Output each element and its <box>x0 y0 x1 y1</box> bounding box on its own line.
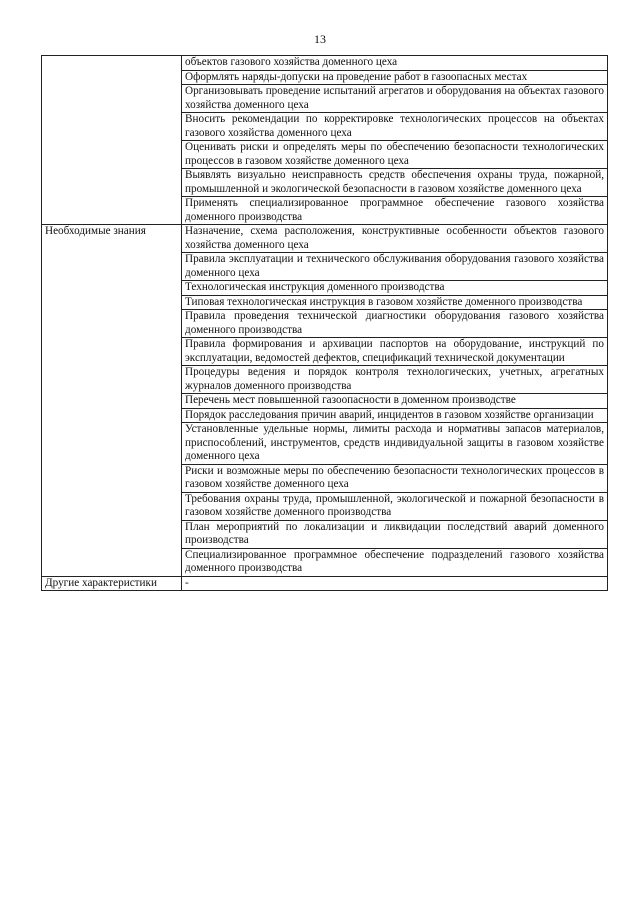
table-row <box>42 576 608 591</box>
table-row <box>42 225 608 253</box>
table-cell: Технологическая инструкция доменного производства <box>182 281 608 296</box>
table-cell: Вносить рекомендации по корректировке технологических процессов на объектах газового хозяйства доменного цеха <box>182 113 608 141</box>
table-cell: Организовывать проведение испытаний агрегатов и оборудования на объектах газового хозяйства доменного цеха <box>182 85 608 113</box>
table-cell: Типовая технологическая инструкция в газовом хозяйстве доменного производства <box>182 295 608 310</box>
table-cell: - <box>182 576 608 591</box>
table-cell: Риски и возможные меры по обеспечению безопасности технологических процессов в газовом хозяйстве доменного цеха <box>182 464 608 492</box>
table-cell: Перечень мест повышенной газоопасности в доменном производстве <box>182 394 608 409</box>
table-cell: Специализированное программное обеспечение подразделений газового хозяйства доменного производства <box>182 548 608 576</box>
table-cell: Порядок расследования причин аварий, инцидентов в газовом хозяйстве организации <box>182 408 608 423</box>
table-cell: Применять специализированное программное обеспечение газового хозяйства доменного производства <box>182 197 608 225</box>
table-cell: Оформлять наряды-допуски на проведение работ в газоопасных местах <box>182 70 608 85</box>
table-cell: Установленные удельные нормы, лимиты расхода и нормативы запасов материалов, приспособлений, инструментов, средств индивидуальной защиты в газовом хозяйстве доменного цеха <box>182 423 608 465</box>
row-label <box>42 56 182 225</box>
table-cell: Правила формирования и архивации паспортов на оборудование, инструкций по эксплуатации, ведомостей дефектов, спецификаций технической документации <box>182 338 608 366</box>
page-number: 13 <box>314 32 326 46</box>
table-cell: объектов газового хозяйства доменного цеха <box>182 56 608 71</box>
row-label-knowledge: Необходимые знания <box>42 225 182 577</box>
table-cell: Правила эксплуатации и технического обслуживания оборудования газового хозяйства доменного цеха <box>182 253 608 281</box>
requirements-table <box>41 55 608 591</box>
table-row <box>42 56 608 71</box>
table-cell: Оценивать риски и определять меры по обеспечению безопасности технологических процессов в газовом хозяйстве доменного цеха <box>182 141 608 169</box>
row-label-other: Другие характеристики <box>42 576 182 591</box>
table-cell: Выявлять визуально неисправность средств обеспечения охраны труда, пожарной, промышленной и экологической безопасности в газовом хозяйстве доменного цеха <box>182 169 608 197</box>
table-cell: Требования охраны труда, промышленной, экологической и пожарной безопасности в газовом хозяйстве доменного производства <box>182 492 608 520</box>
table-cell: Процедуры ведения и порядок контроля технологических, учетных, агрегатных журналов доменного производства <box>182 366 608 394</box>
table-cell: Правила проведения технической диагностики оборудования газового хозяйства доменного производства <box>182 310 608 338</box>
table-cell: План мероприятий по локализации и ликвидации последствий аварий доменного производства <box>182 520 608 548</box>
table-cell: Назначение, схема расположения, конструктивные особенности объектов газового хозяйства доменного цеха <box>182 225 608 253</box>
